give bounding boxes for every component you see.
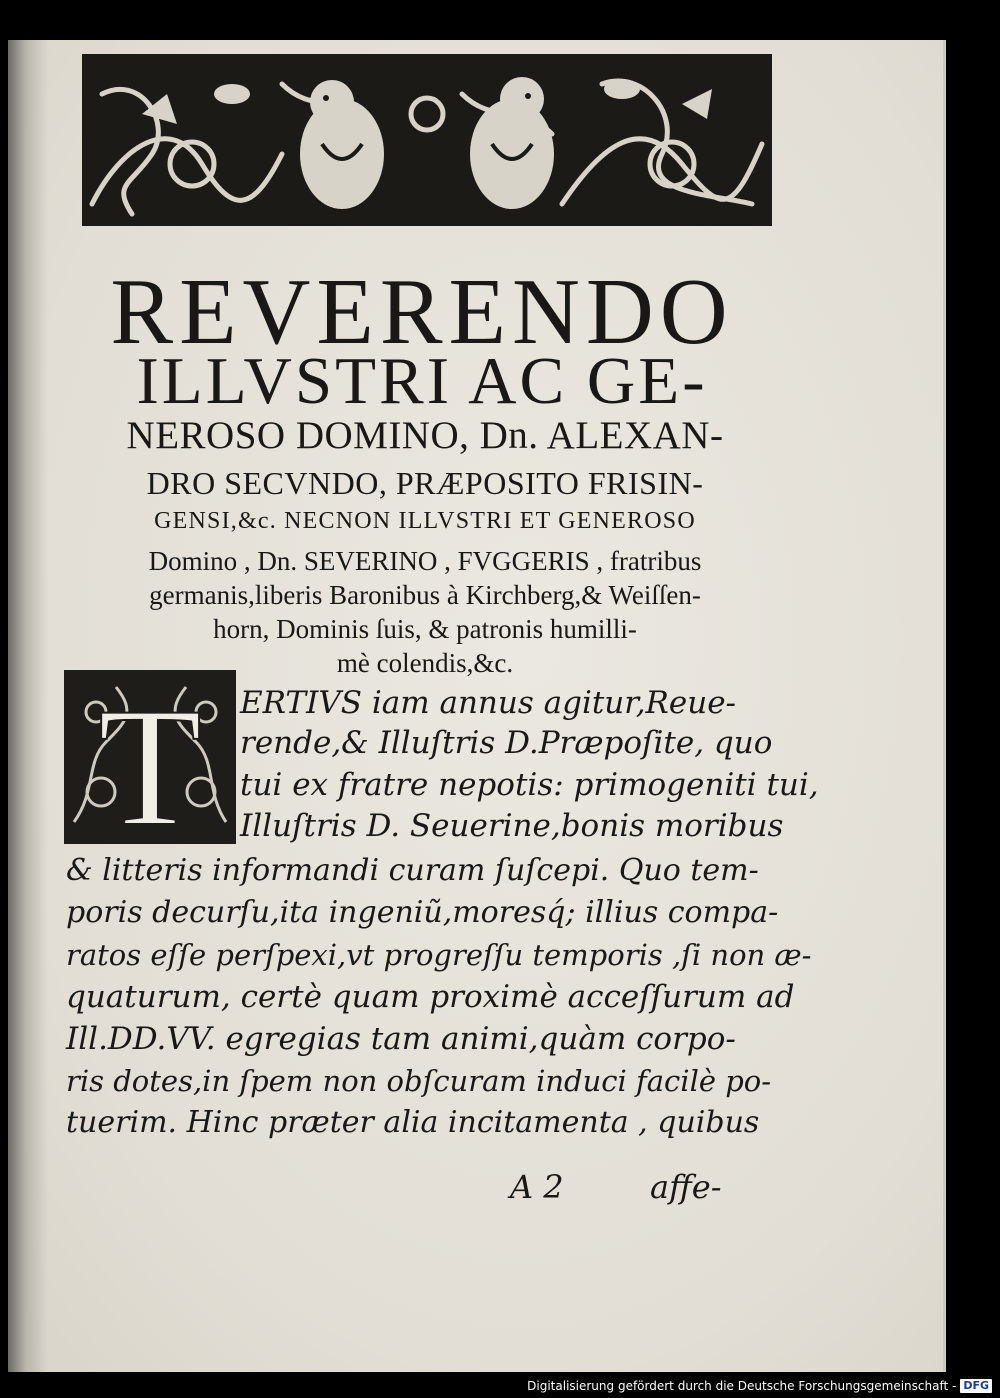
body-line-4: Illuſtris D. Seuerine,bonis moribus bbox=[240, 808, 784, 844]
heading-line-2: ILLVSTRI AC GE- bbox=[136, 344, 708, 418]
body-line-5: & litteris informandi curam ſuſcepi. Quo tem- bbox=[66, 853, 759, 888]
heading-line-1: REVERENDO bbox=[110, 260, 734, 364]
body-line-7: ratos eſſe perſpexi,vt progreſſu temporis ,ſi non æ- bbox=[66, 938, 812, 972]
body-line-8: quaturum, certè quam proximè acceſſurum ad bbox=[66, 979, 795, 1015]
heading-line-4: DRO SECVNDO, PRÆPOSITO FRISIN- bbox=[146, 465, 704, 501]
digitization-credit bbox=[527, 1377, 992, 1395]
body-line-3: tui ex fratre nepotis: primogeniti tui, bbox=[240, 767, 819, 803]
body-line-10: ris dotes,in ſpem non obſcuram induci facilè po- bbox=[66, 1064, 772, 1098]
body-line-11: tuerim. Hinc præter alia incitamenta , quibus bbox=[66, 1105, 760, 1140]
initial-letter: T bbox=[98, 673, 202, 842]
credit-text: Digitalisierung gefördert durch die Deutsche Forschungsgemeinschaft - bbox=[527, 1379, 957, 1393]
heading-line-3: NEROSO DOMINO, Dn. ALEXAN- bbox=[126, 414, 724, 457]
body-line-9: Ill.DD.VV. egregias tam animi,quàm corpo- bbox=[66, 1021, 736, 1057]
heading-line-9: mè colendis,&c. bbox=[336, 648, 514, 678]
heading-line-6: Domino , Dn. SEVERINO , FVGGERIS , fratribus bbox=[148, 546, 702, 576]
dfg-logo: DFG bbox=[960, 1379, 992, 1393]
body-line-2: rende,& Illuſtris D.Præpoſite, quo bbox=[240, 725, 773, 761]
catchword: affe- bbox=[650, 1168, 722, 1206]
heading-line-8: horn, Dominis ſuis, & patronis humilli- bbox=[213, 614, 637, 644]
decorated-initial bbox=[64, 670, 236, 844]
woodcut-ornament-band bbox=[82, 54, 772, 226]
page-gutter-shadow bbox=[8, 40, 48, 1372]
body-line-1: ERTIVS iam annus agitur,Reue- bbox=[240, 685, 737, 721]
heading-line-5: GENSI,&c. NECNON ILLVSTRI ET GENEROSO bbox=[154, 508, 696, 534]
signature-mark: A 2 bbox=[510, 1168, 564, 1206]
heading-line-7: germanis,liberis Baronibus à Kirchberg,& Weiſſen- bbox=[149, 580, 701, 610]
body-line-6: poris decurſu,ita ingeniũ,moresq́; illius compa- bbox=[66, 895, 779, 930]
